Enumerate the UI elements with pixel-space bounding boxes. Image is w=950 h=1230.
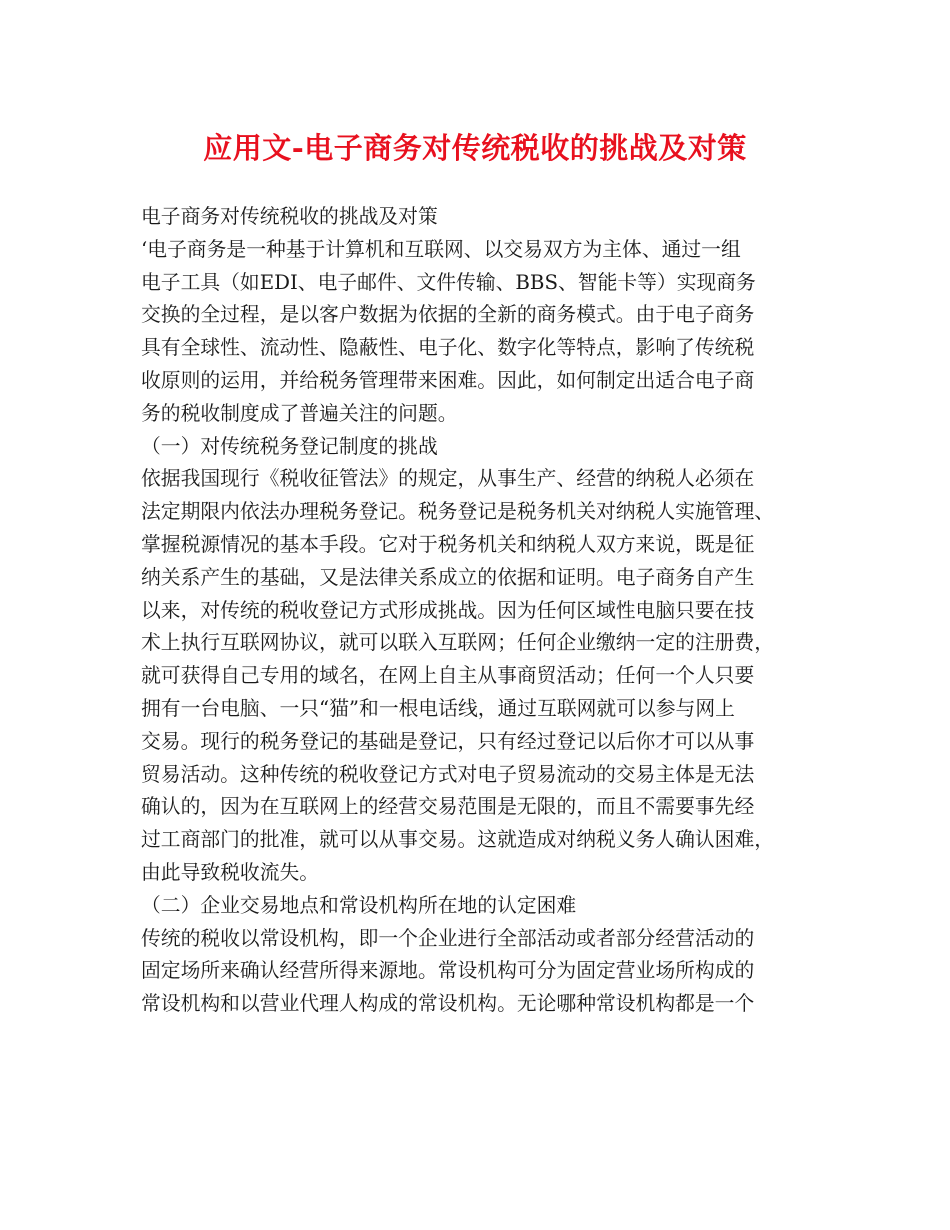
body-line: 贸易活动。这种传统的税收登记方式对电子贸易流动的交易主体是无法	[141, 762, 755, 786]
section-heading-1: （一）对传统税务登记制度的挑战	[141, 434, 438, 458]
body-line: 收原则的运用，并给税务管理带来困难。因此，如何制定出适合电子商	[141, 368, 755, 392]
body-line: ‘电子商务是一种基于计算机和互联网、以交易双方为主体、通过一组	[141, 237, 741, 261]
body-line: 电子工具（如EDI、电子邮件、文件传输、BBS、智能卡等）实现商务	[141, 270, 756, 294]
body-line: 纳关系产生的基础，又是法律关系成立的依据和证明。电子商务自产生	[141, 565, 755, 589]
body-line: 以来，对传统的税收登记方式形成挑战。因为任何区域性电脑只要在技	[141, 598, 755, 622]
body-line: 交易。现行的税务登记的基础是登记，只有经过登记以后你才可以从事	[141, 729, 755, 753]
body-line: 交换的全过程，是以客户数据为依据的全新的商务模式。由于电子商务	[141, 303, 755, 327]
body-line: 具有全球性、流动性、隐蔽性、电子化、数字化等特点，影响了传统税	[141, 336, 755, 360]
document-body	[141, 201, 823, 1021]
body-line: 就可获得自己专用的域名，在网上自主从事商贸活动；任何一个人只要	[141, 664, 755, 688]
body-line: 固定场所来确认经营所得来源地。常设机构可分为固定营业场所构成的	[141, 959, 755, 983]
body-line: 过工商部门的批准，就可以从事交易。这就造成对纳税义务人确认困难，	[141, 828, 775, 852]
body-line: 电子商务对传统税收的挑战及对策	[141, 205, 438, 228]
body-line: 常设机构和以营业代理人构成的常设机构。无论哪种常设机构都是一个	[141, 992, 755, 1016]
body-line: 确认的，因为在互联网上的经营交易范围是无限的，而且不需要事先经	[141, 795, 755, 819]
body-line: 由此导致税收流失。	[141, 860, 320, 884]
body-line: 传统的税收以常设机构，即一个企业进行全部活动或者部分经营活动的	[141, 926, 755, 950]
body-line: 依据我国现行《税收征管法》的规定，从事生产、经营的纳税人必须在	[141, 467, 755, 491]
body-line: 法定期限内依法办理税务登记。税务登记是税务机关对纳税人实施管理、	[141, 500, 775, 524]
body-line: 掌握税源情况的基本手段。它对于税务机关和纳税人双方来说，既是征	[141, 532, 755, 556]
section-heading-2: （二）企业交易地点和常设机构所在地的认定困难	[141, 893, 577, 917]
document-title: 应用文-电子商务对传统税收的挑战及对策	[203, 131, 747, 165]
body-line: 拥有一台电脑、一只“猫”和一根电话线，通过互联网就可以参与网上	[141, 696, 735, 720]
body-line: 务的税收制度成了普遍关注的问题。	[141, 401, 458, 425]
body-line: 术上执行互联网协议，就可以联入互联网；任何企业缴纳一定的注册费，	[141, 631, 775, 655]
